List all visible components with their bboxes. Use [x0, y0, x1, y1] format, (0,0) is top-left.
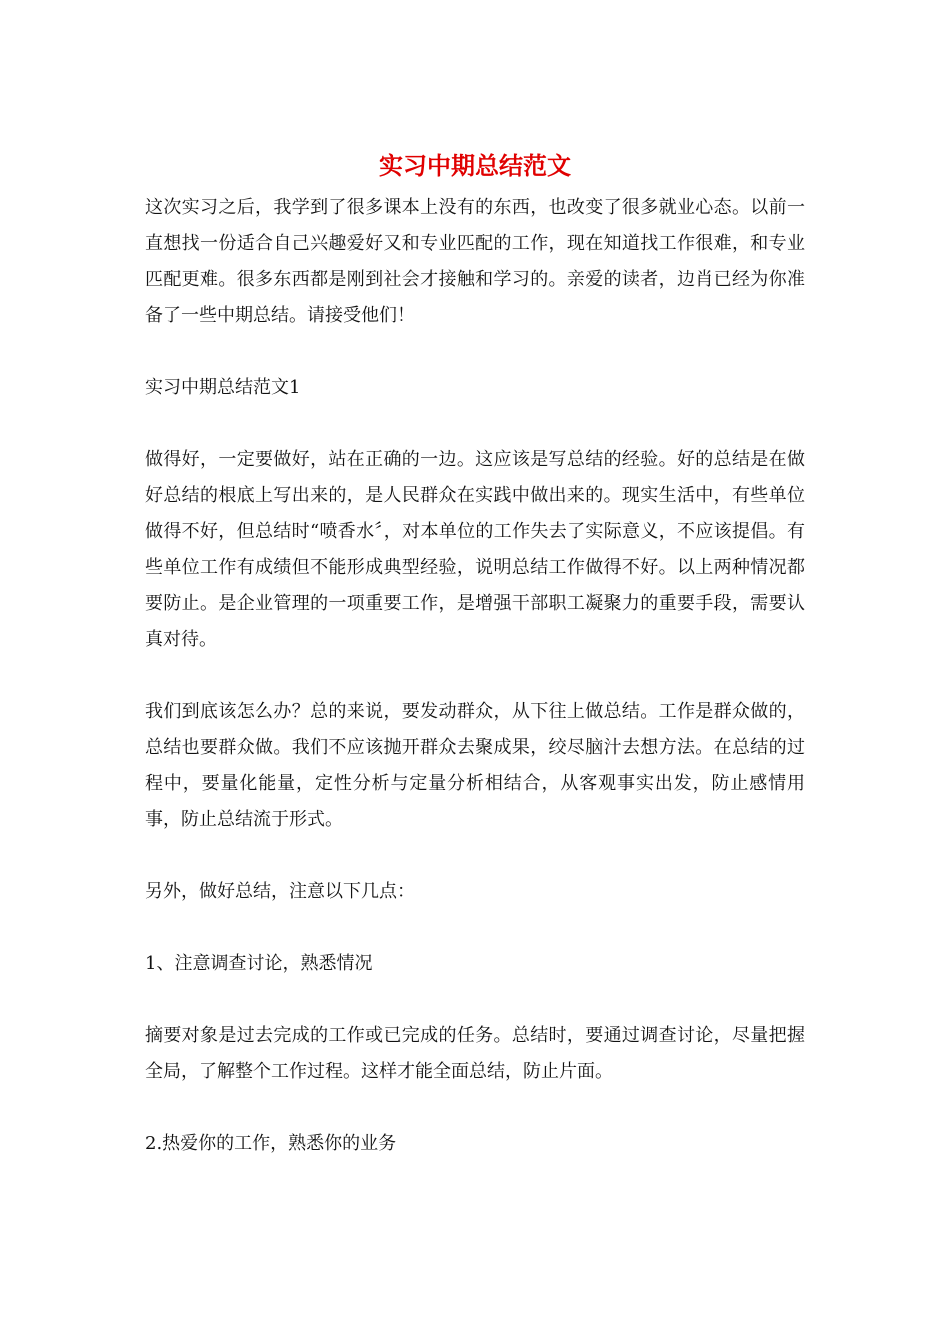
document-body: [145, 148, 805, 1162]
document-title: 实习中期总结范文: [379, 151, 571, 180]
body-paragraph: 另外，做好总结，注意以下几点：: [145, 881, 415, 902]
list-heading-2: 2.热爱你的工作，熟悉你的业务: [145, 1133, 397, 1154]
section-heading-1: 实习中期总结范文1: [145, 377, 301, 398]
intro-paragraph: 这次实习之后，我学到了很多课本上没有的东西，也改变了很多就业心态。以前一直想找一份适合自己兴趣爱好又和专业匹配的工作，现在知道找工作很难，和专业匹配更难。很多东西都是刚到社会才接触和学习的。亲爱的读者，边肖已经为你准备了一些中期总结。请接受他们！: [145, 197, 805, 326]
body-paragraph: 做得好，一定要做好，站在正确的一边。这应该是写总结的经验。好的总结是在做好总结的根底上写出来的，是人民群众在实践中做出来的。现实生活中，有些单位做得不好，但总结时“喷香水〞，对本单位的工作失去了实际意义，不应该提倡。有些单位工作有成绩但不能形成典型经验，说明总结工作做得不好。以上两种情况都要防止。是企业管理的一项重要工作，是增强干部职工凝聚力的重要手段，需要认真对待。: [145, 449, 805, 650]
body-paragraph: 我们到底该怎么办？总的来说，要发动群众，从下往上做总结。工作是群众做的，总结也要群众做。我们不应该抛开群众去聚成果，绞尽脑汁去想方法。在总结的过程中，要量化能量，定性分析与定量分析相结合，从客观事实出发，防止感情用事，防止总结流于形式。: [145, 701, 805, 830]
list-heading-1: 1、注意调查讨论，熟悉情况: [145, 953, 373, 974]
body-paragraph: 摘要对象是过去完成的工作或已完成的任务。总结时，要通过调查讨论，尽量把握全局，了解整个工作过程。这样才能全面总结，防止片面。: [145, 1025, 805, 1082]
